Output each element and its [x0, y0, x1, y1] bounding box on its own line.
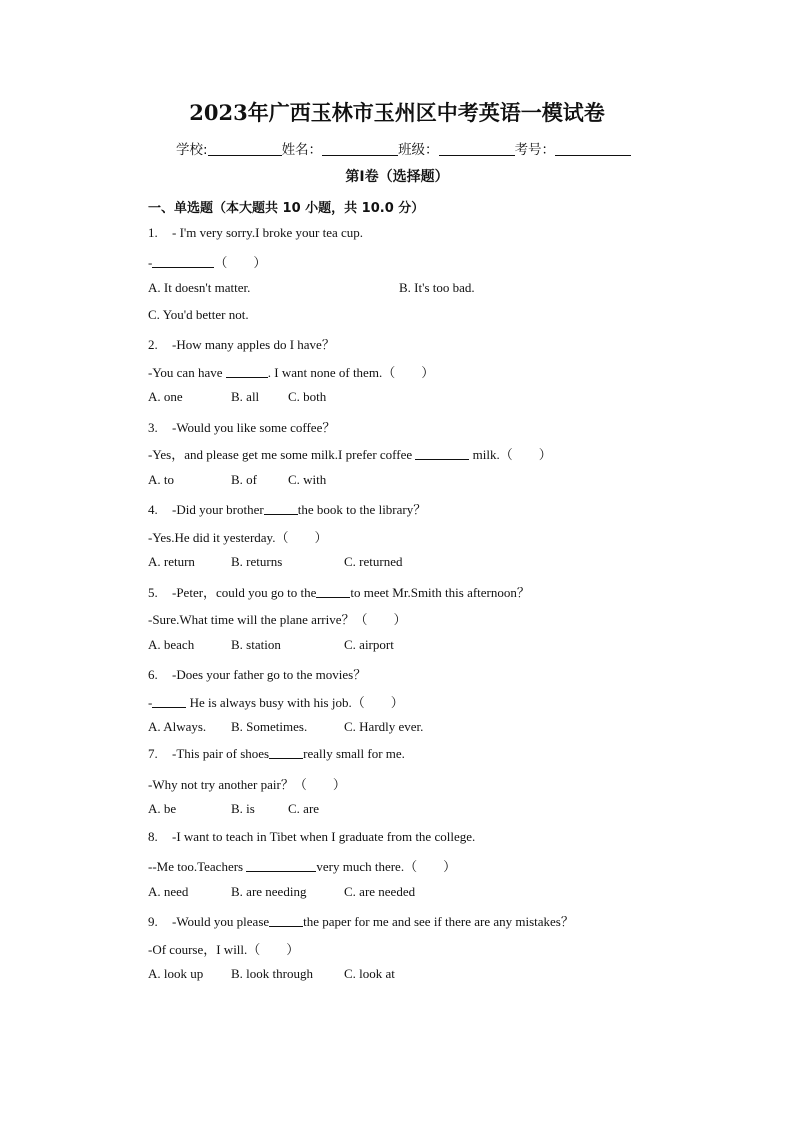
option-a[interactable]: A. need	[148, 884, 189, 899]
question-number: 7.	[148, 746, 158, 761]
answer-blank[interactable]	[264, 502, 298, 515]
question-3-options-row	[148, 472, 448, 490]
option-a[interactable]: A. Always.	[148, 719, 207, 734]
question-7-options-row	[148, 801, 448, 819]
question-text: -How many apples do I have？	[172, 337, 335, 352]
answer-blank[interactable]	[316, 585, 350, 598]
question-4-stem	[148, 499, 426, 518]
question-7-stem	[148, 746, 405, 762]
reply-text: milk.（ ）	[469, 447, 552, 462]
question-number: 8.	[148, 829, 158, 844]
name-field[interactable]	[322, 141, 398, 156]
answer-blank[interactable]	[415, 447, 469, 460]
question-5-reply: -Sure.What time will the plane arrive？（ ）	[148, 612, 407, 627]
option-a[interactable]: A. be	[148, 801, 177, 816]
question-text: -Would you like some coffee？	[172, 420, 336, 435]
question-number: 9.	[148, 914, 158, 929]
question-3-stem	[148, 417, 335, 436]
student-info-row	[176, 138, 631, 158]
answer-blank[interactable]	[152, 255, 214, 268]
option-c[interactable]: C. Hardly ever.	[344, 719, 424, 734]
question-5-stem	[148, 582, 530, 601]
question-8-options-row	[148, 884, 468, 902]
option-a[interactable]: A. look up	[148, 966, 204, 981]
question-number: 6.	[148, 667, 158, 682]
question-4-reply: -Yes.He did it yesterday.（ ）	[148, 530, 328, 545]
option-b[interactable]: B. Sometimes.	[231, 719, 308, 734]
question-text: the paper for me and see if there are any mistakes？	[303, 914, 574, 929]
option-b[interactable]: B. are needing	[231, 884, 307, 899]
option-c[interactable]: C. with	[288, 472, 327, 487]
option-c[interactable]: C. airport	[344, 637, 394, 652]
reply-text: -	[148, 695, 153, 710]
question-7-reply: -Why not try another pair？（ ）	[148, 777, 346, 792]
reply-text: very much there.（ ）	[316, 859, 457, 874]
reply-text: --Me too.Teachers	[148, 859, 247, 874]
reply-text: -	[148, 255, 153, 270]
option-c[interactable]: C. both	[288, 389, 327, 404]
exam-number-field[interactable]	[555, 141, 631, 156]
question-4-options-row	[148, 554, 468, 572]
option-a[interactable]: A. to	[148, 472, 175, 487]
question-text: -Does your father go to the movies？	[172, 667, 367, 682]
answer-blank[interactable]	[246, 859, 316, 872]
question-text: -This pair of shoes	[172, 746, 270, 761]
school-field[interactable]	[208, 141, 282, 156]
answer-blank[interactable]	[269, 746, 303, 759]
question-1-reply	[148, 252, 266, 271]
question-number: 5.	[148, 585, 158, 600]
question-6-stem	[148, 664, 366, 683]
option-b[interactable]: B. returns	[231, 554, 283, 569]
option-b[interactable]: B. station	[231, 637, 281, 652]
question-text: really small for me.	[303, 746, 405, 761]
option-c[interactable]: C. returned	[344, 554, 403, 569]
question-text: the book to the library？	[297, 502, 427, 517]
reply-text: -You can have	[148, 365, 226, 380]
question-8-stem	[148, 829, 475, 845]
option-b[interactable]: B. is	[231, 801, 255, 816]
question-9-options-row	[148, 966, 468, 984]
question-5-options-row	[148, 637, 468, 655]
class-field[interactable]	[439, 141, 515, 156]
option-c[interactable]: C. are needed	[344, 884, 416, 899]
question-text: -I want to teach in Tibet when I graduate from the college.	[172, 829, 476, 844]
question-text: -Did your brother	[172, 502, 264, 517]
volume-title: 第I卷（选择题）	[345, 169, 449, 185]
reply-text: He is always busy with his job.（ ）	[186, 695, 404, 710]
answer-blank[interactable]	[269, 914, 303, 927]
question-text: to meet Mr.Smith this afternoon？	[350, 585, 530, 600]
question-text: -Would you please	[172, 914, 270, 929]
option-b[interactable]: B. look through	[231, 966, 313, 981]
option-b[interactable]: B. of	[231, 472, 258, 487]
name-label: 姓名：	[281, 142, 323, 158]
class-label: 班级：	[398, 142, 439, 158]
option-a[interactable]: A. return	[148, 554, 195, 569]
option-a[interactable]: A. beach	[148, 637, 195, 652]
reply-text: . I want none of them.（ ）	[267, 365, 435, 380]
question-number: 1.	[148, 225, 158, 240]
reply-text: （ ）	[214, 255, 267, 270]
question-6-reply	[148, 692, 404, 711]
answer-blank[interactable]	[226, 365, 268, 378]
reply-text: -Yes，and please get me some milk.I prefer coffee	[148, 447, 416, 462]
question-2-stem	[148, 334, 335, 353]
option-c[interactable]: C. are	[288, 801, 320, 816]
option-b[interactable]: B. all	[231, 389, 260, 404]
question-3-reply	[148, 444, 552, 463]
question-text: - I'm very sorry.I broke your tea cup.	[172, 225, 364, 240]
school-label: 学校:	[176, 142, 208, 158]
question-6-options-row	[148, 719, 468, 737]
section-title: 一、单选题（本大题共 10 小题，共 10.0 分）	[148, 201, 425, 216]
question-number: 2.	[148, 337, 158, 352]
exam-title: 2023年广西玉林市玉州区中考英语一模试卷	[189, 100, 605, 125]
answer-blank[interactable]	[152, 695, 186, 708]
option-b[interactable]: B. It's too bad.	[399, 280, 475, 295]
question-9-reply: -Of course，I will.（ ）	[148, 942, 300, 957]
question-1-options-row-2	[148, 307, 249, 323]
question-number: 4.	[148, 502, 158, 517]
question-2-options-row	[148, 389, 448, 407]
option-c[interactable]: C. You'd better not.	[148, 307, 249, 322]
question-text: -Peter，could you go to the	[172, 585, 317, 600]
question-1-options-row	[148, 280, 548, 298]
question-2-reply	[148, 362, 434, 381]
exam-number-label: 考号：	[514, 142, 556, 158]
option-a[interactable]: A. It doesn't matter.	[148, 280, 251, 295]
question-9-stem	[148, 911, 574, 930]
question-number: 3.	[148, 420, 158, 435]
question-1-stem	[148, 225, 363, 241]
option-c[interactable]: C. look at	[344, 966, 395, 981]
option-a[interactable]: A. one	[148, 389, 183, 404]
question-8-reply	[148, 856, 456, 875]
